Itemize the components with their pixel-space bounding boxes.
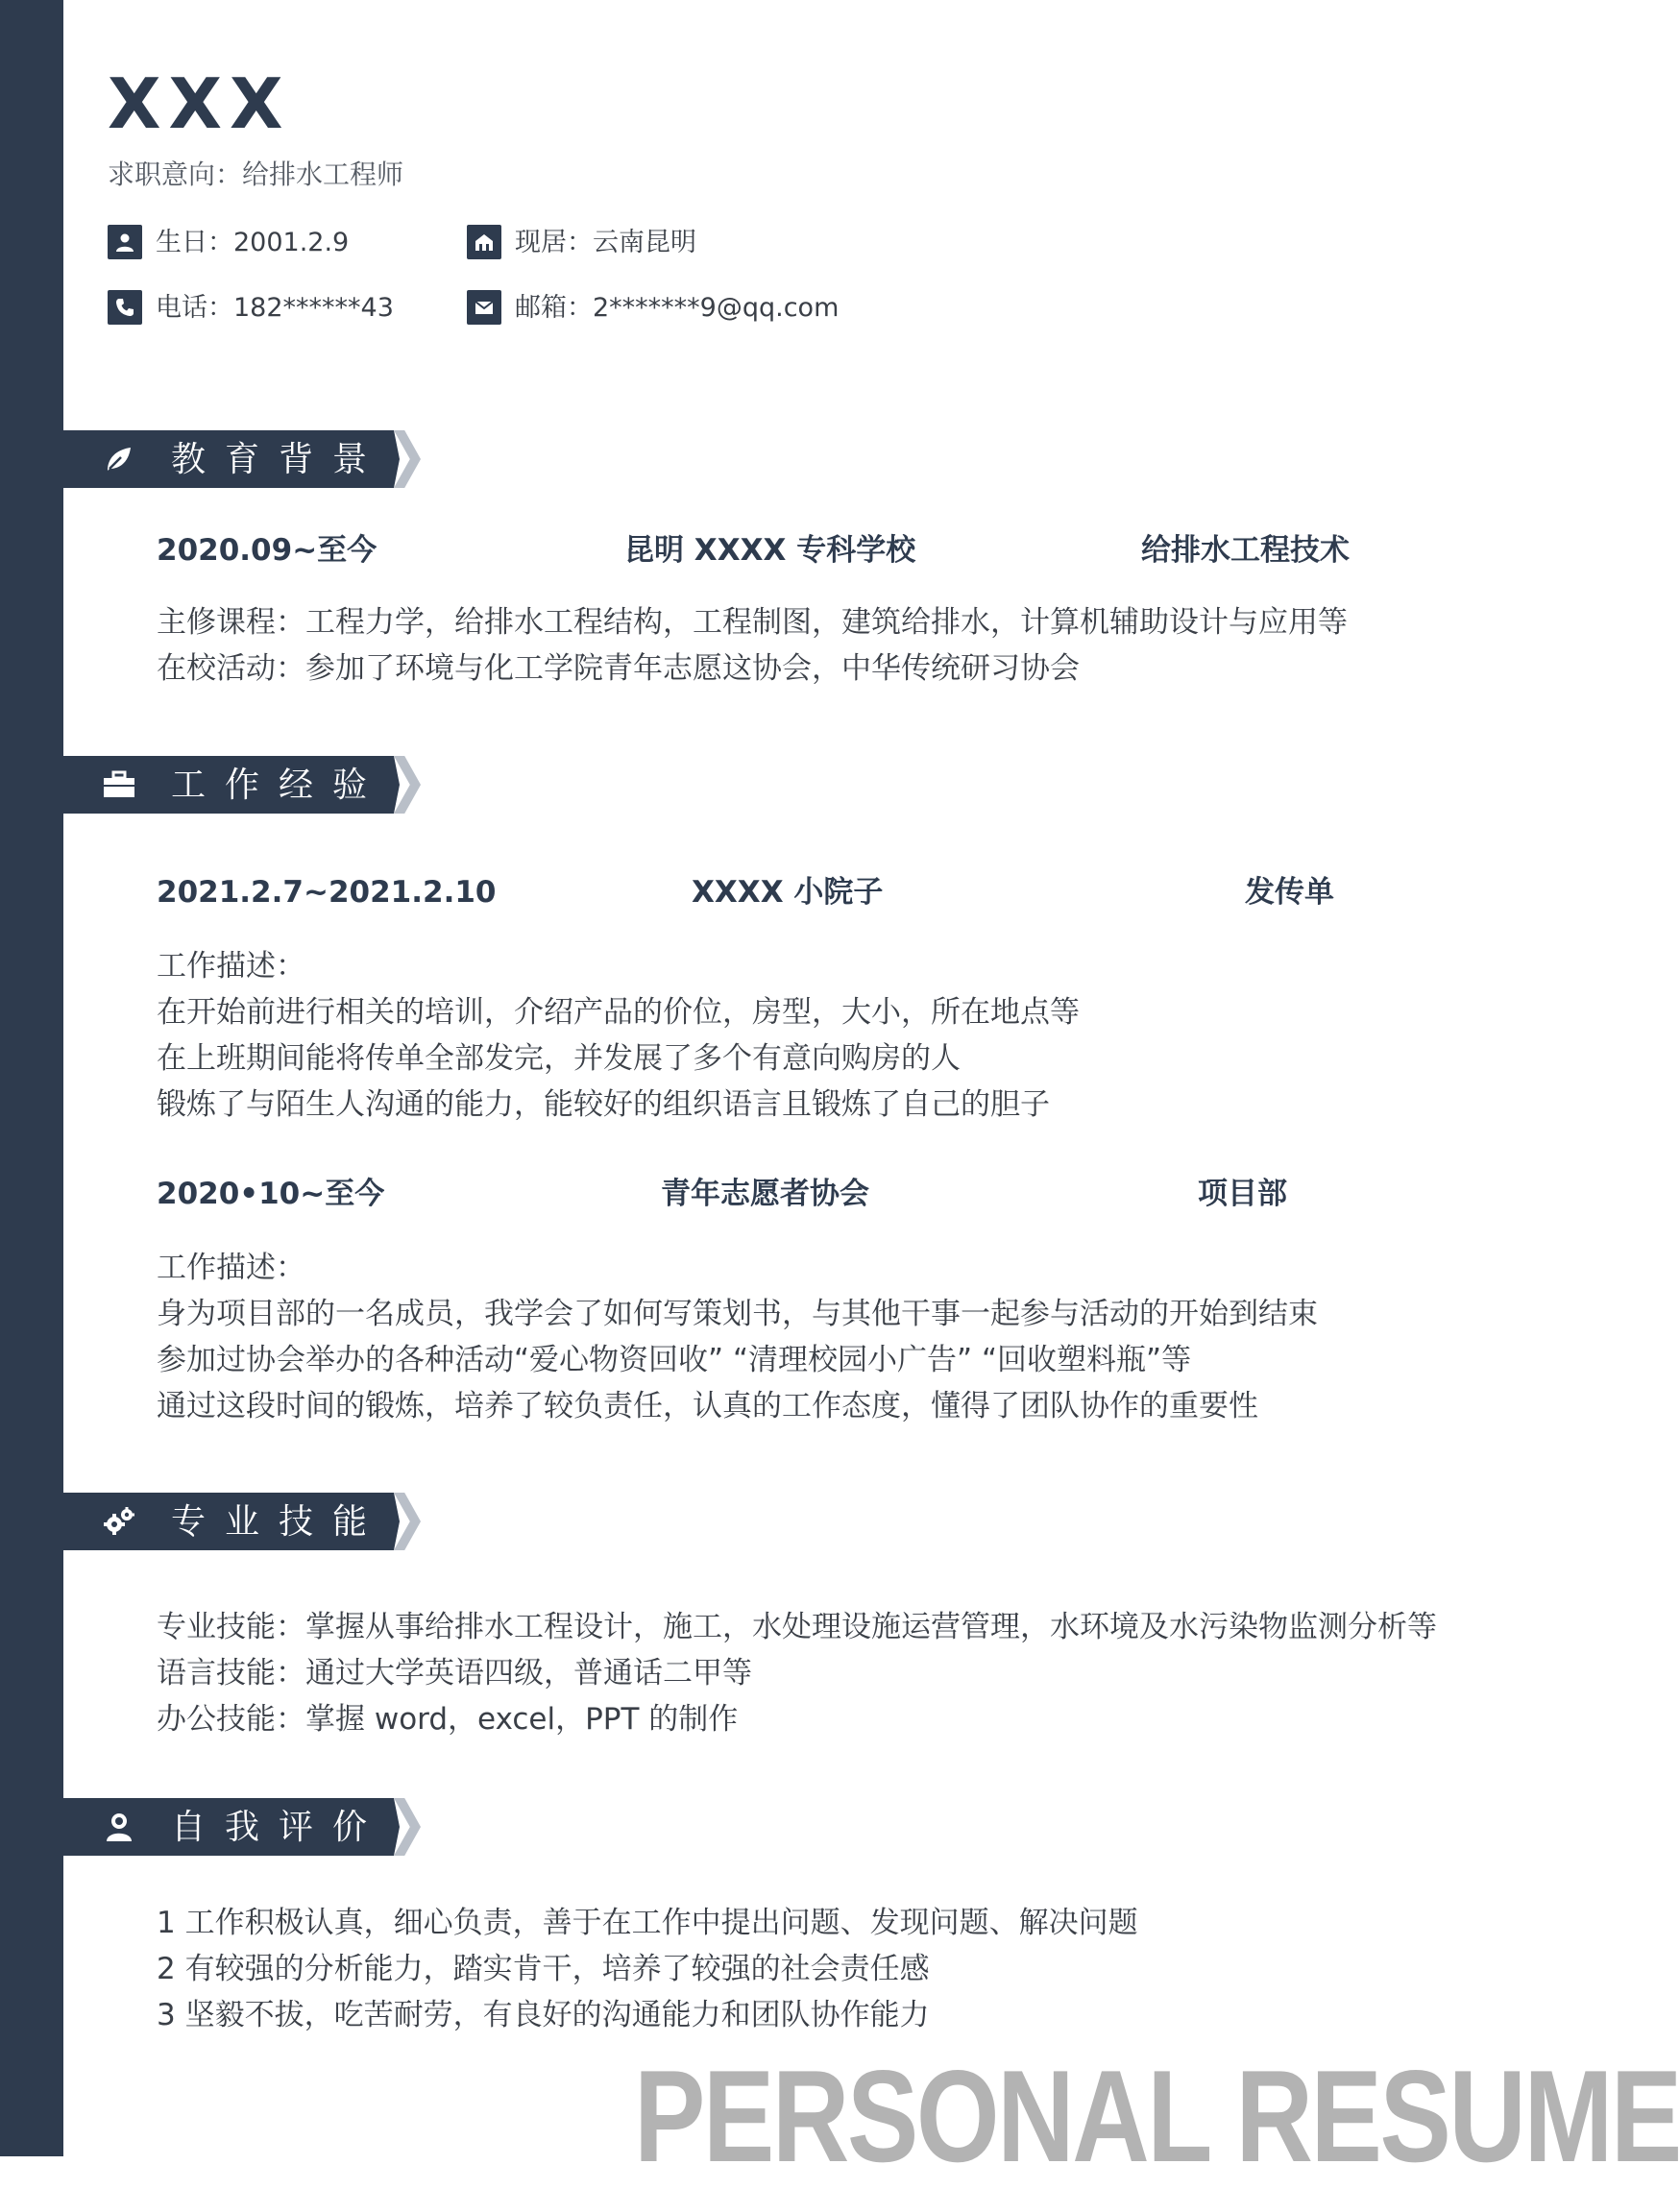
- work-line: 在开始前进行相关的培训，介绍产品的价位，房型，大小，所在地点等: [157, 995, 1080, 1030]
- contact-email: [467, 290, 839, 325]
- work-role: 项目部: [1198, 1177, 1287, 1211]
- work-line: 身为项目部的一名成员，我学会了如何写策划书，与其他干事一起参与活动的开始到结束: [157, 1297, 1318, 1331]
- self-evaluation-line: 2 有较强的分析能力，踏实肯干，培养了较强的社会责任感: [157, 1952, 930, 1986]
- work-date: 2020•10~至今: [157, 1177, 385, 1211]
- phone-icon: [108, 290, 142, 325]
- education-date: 2020.09~至今: [157, 533, 377, 568]
- work-description: [157, 943, 1080, 1128]
- section-work: [0, 756, 423, 829]
- contact-birthday: [108, 225, 349, 259]
- section-title: 专业技能: [171, 1502, 387, 1542]
- skills-line: 语言技能：通过大学英语四级，普通话二甲等: [157, 1656, 752, 1690]
- work-line: 工作描述：: [157, 949, 305, 984]
- work-line: 参加过协会举办的各种活动“爱心物资回收” “清理校园小广告” “回收塑料瓶”等: [157, 1343, 1192, 1377]
- home-icon: [467, 225, 501, 259]
- person-icon: [108, 225, 142, 259]
- email-text[interactable]: 邮箱：2*******9@qq.com: [515, 292, 840, 323]
- education-major: 给排水工程技术: [1141, 533, 1350, 568]
- gears-icon: [102, 1504, 136, 1539]
- user-icon: [102, 1810, 136, 1844]
- mail-icon: [467, 290, 501, 325]
- education-line: 主修课程：工程力学，给排水工程结构，工程制图，建筑给排水，计算机辅助设计与应用等: [157, 605, 1348, 640]
- skills-details: [157, 1604, 1437, 1742]
- work-organization: 青年志愿者协会: [661, 1177, 869, 1211]
- section-education: [0, 430, 423, 503]
- skills-line: 专业技能：掌握从事给排水工程设计，施工，水处理设施运营管理，水环境及水污染物监测分析等: [157, 1610, 1437, 1644]
- section-bracket: [15, 426, 31, 501]
- work-date: 2021.2.7~2021.2.10: [157, 875, 497, 910]
- section-self-evaluation: [0, 1798, 423, 1871]
- work-organization: XXXX 小院子: [692, 875, 884, 910]
- briefcase-icon: [102, 767, 136, 802]
- section-skills: [0, 1493, 423, 1566]
- contact-residence: [467, 225, 696, 259]
- work-line: 锻炼了与陌生人沟通的能力，能较好的组织语言且锻炼了自己的胆子: [157, 1087, 1050, 1122]
- education-line: 在校活动：参加了环境与化工学院青年志愿这协会，中华传统研习协会: [157, 651, 1080, 686]
- section-title: 自我评价: [171, 1808, 387, 1847]
- phone-text[interactable]: 电话：182******43: [156, 292, 394, 323]
- residence-text: 现居：云南昆明: [515, 227, 696, 257]
- work-description: [157, 1245, 1318, 1429]
- candidate-name: XXX: [108, 63, 291, 144]
- work-line: 在上班期间能将传单全部发完，并发展了多个有意向购房的人: [157, 1041, 961, 1076]
- contact-phone: [108, 290, 394, 325]
- section-bracket: [15, 1489, 31, 1564]
- self-evaluation-line: 1 工作积极认真，细心负责，善于在工作中提出问题、发现问题、解决问题: [157, 1906, 1138, 1940]
- section-title: 教育背景: [171, 440, 387, 479]
- section-bracket: [15, 1794, 31, 1869]
- section-title: 工作经验: [171, 766, 387, 805]
- self-evaluation-details: [157, 1900, 1138, 2038]
- work-line: 通过这段时间的锻炼，培养了较负责任，认真的工作态度，懂得了团队协作的重要性: [157, 1389, 1258, 1423]
- leaf-icon: [102, 442, 136, 476]
- work-role: 发传单: [1245, 875, 1334, 910]
- personal-resume-watermark: PERSONAL RESUME: [634, 2043, 1680, 2189]
- job-intent: 求职意向：给排水工程师: [108, 158, 404, 190]
- work-line: 工作描述：: [157, 1251, 305, 1285]
- self-evaluation-line: 3 坚毅不拔，吃苦耐劳，有良好的沟通能力和团队协作能力: [157, 1998, 930, 2032]
- education-details: [157, 599, 1348, 692]
- education-school: 昆明 XXXX 专科学校: [624, 533, 916, 568]
- skills-line: 办公技能：掌握 word，excel，PPT 的制作: [157, 1702, 739, 1737]
- section-bracket: [15, 752, 31, 827]
- birthday-text: 生日：2001.2.9: [156, 227, 350, 257]
